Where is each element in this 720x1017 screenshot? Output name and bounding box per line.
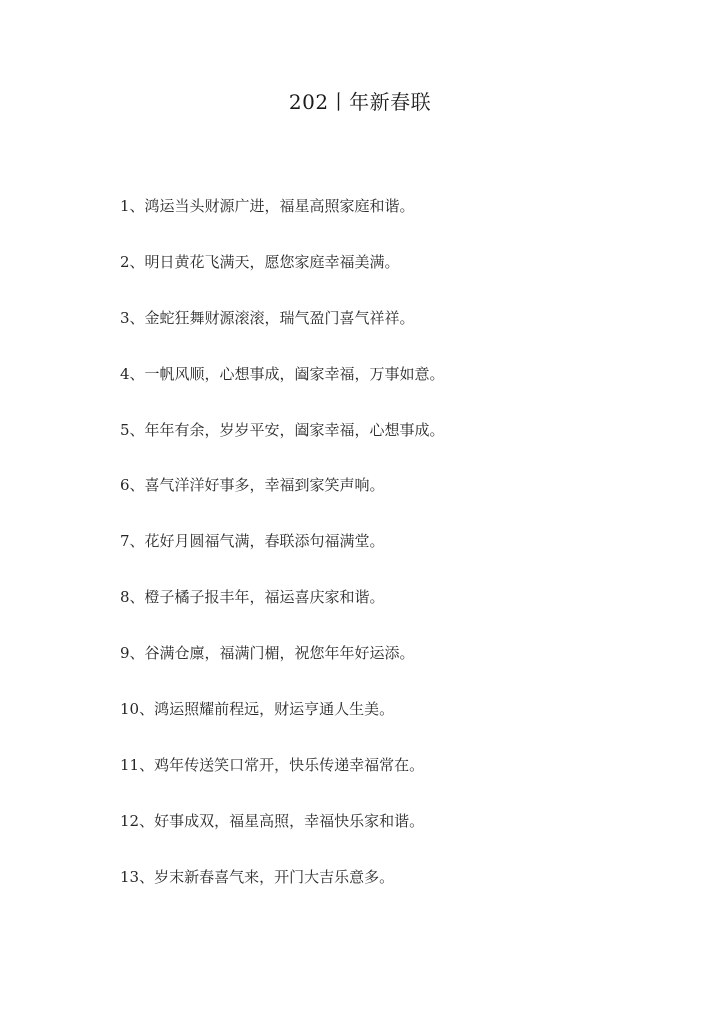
couplet-item-6: 6、喜气洋洋好事多，幸福到家笑声响。 xyxy=(120,476,385,495)
couplet-item-9: 9、谷满仓廪，福满门楣，祝您年年好运添。 xyxy=(120,644,415,663)
couplet-item-5: 5、年年有余，岁岁平安，阖家幸福，心想事成。 xyxy=(120,420,445,439)
couplet-item-11: 11、鸡年传送笑口常开，快乐传递幸福常在。 xyxy=(120,755,425,774)
couplet-item-2: 2、明日黄花飞满天，愿您家庭幸福美满。 xyxy=(120,252,400,271)
couplet-item-4: 4、一帆风顺，心想事成，阖家幸福，万事如意。 xyxy=(120,364,445,383)
couplet-item-12: 12、好事成双，福星高照，幸福快乐家和谐。 xyxy=(120,811,425,830)
couplet-item-1: 1、鸿运当头财源广进，福星高照家庭和谐。 xyxy=(120,197,415,215)
couplet-item-8: 8、橙子橘子报丰年，福运喜庆家和谐。 xyxy=(120,588,385,607)
couplet-item-7: 7、花好月圆福气满，春联添句福满堂。 xyxy=(120,532,385,551)
couplet-item-10: 10、鸿运照耀前程远，财运亨通人生美。 xyxy=(120,700,395,719)
couplet-list xyxy=(120,196,445,923)
page-title: 202丨年新春联 xyxy=(288,90,432,114)
couplet-item-13: 13、岁末新春喜气来，开门大吉乐意多。 xyxy=(120,867,395,886)
couplet-item-3: 3、金蛇狂舞财源滚滚，瑞气盈门喜气祥祥。 xyxy=(120,308,415,327)
